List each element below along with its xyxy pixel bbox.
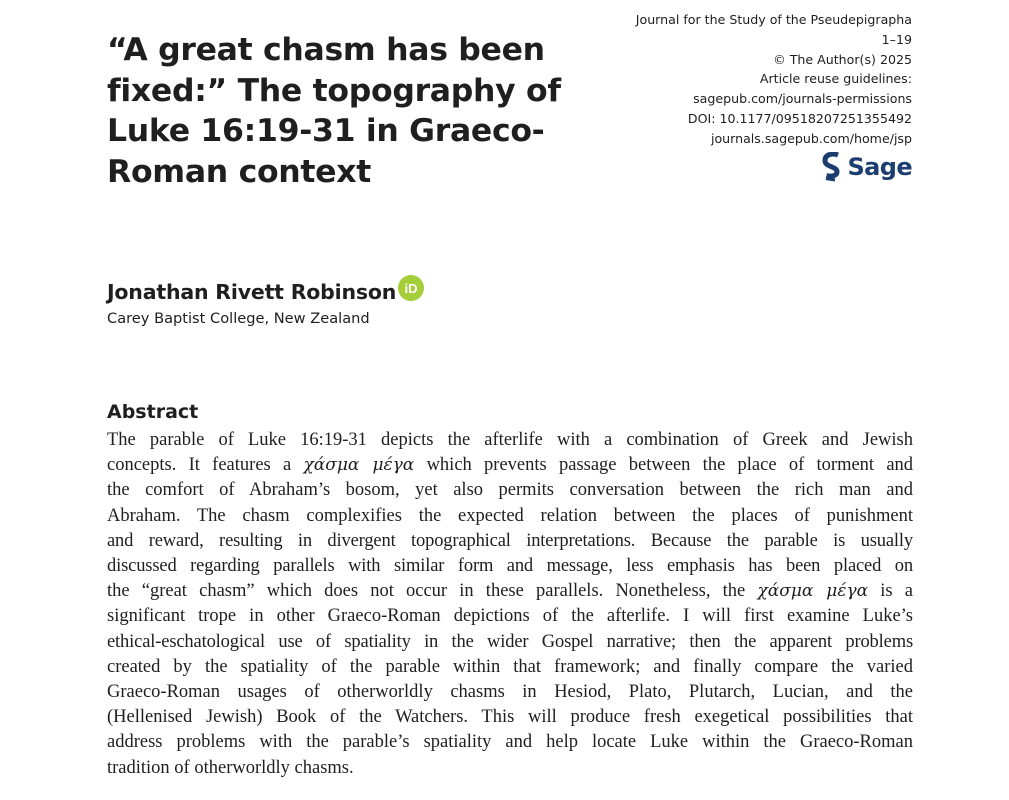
abstract-heading: Abstract: [107, 401, 199, 423]
abstract-line: ethical-eschatological use of spatiality in the wider Gospel narrative; then the apparent problems: [107, 631, 913, 652]
page-range: 1–19: [881, 31, 912, 47]
abstract-line: The parable of Luke 16:19-31 depicts the afterlife with a combination of Greek and Jewish: [107, 430, 913, 450]
publisher-name: Sage: [847, 153, 912, 181]
journal-homepage-link[interactable]: journals.sagepub.com/home/jsp: [710, 130, 912, 146]
abstract-line: and reward, resulting in divergent topographical interpretations. Because the parable is usually: [107, 530, 913, 551]
abstract-line-part: the “great chasm” which does not occur in these parallels. Nonetheless, the: [107, 581, 746, 602]
abstract-line: address problems with the parable’s spatiality and help locate Luke within the Graeco-Roman: [107, 732, 913, 753]
abstract-line-part: concepts. It features a: [107, 455, 292, 476]
abstract-line: the comfort of Abraham’s bosom, yet also permits conversation between the rich man and: [107, 480, 913, 501]
publisher-logo[interactable]: [822, 151, 912, 183]
article-title: “A great chasm has been fixed:” The topography of Luke 16:19-31 in Graeco-Roman context: [107, 32, 561, 191]
greek-term: χάσμα μέγα: [303, 455, 415, 476]
permissions-link[interactable]: sagepub.com/journals-permissions: [693, 91, 912, 107]
author-block: [107, 276, 424, 308]
doi-link[interactable]: DOI: 10.1177/09518207251355492: [687, 110, 912, 126]
sage-s-icon: [822, 152, 842, 182]
copyright-notice: © The Author(s) 2025: [773, 51, 912, 67]
abstract-line: Graeco-Roman usages of otherworldly chasms in Hesiod, Plato, Plutarch, Lucian, and the: [107, 682, 913, 703]
abstract-line: [107, 579, 913, 604]
journal-name: Journal for the Study of the Pseudepigrapha: [635, 12, 912, 27]
abstract-line: significant trope in other Graeco-Roman depictions of the afterlife. I will first examine Luke’s: [107, 606, 913, 627]
orcid-icon[interactable]: [398, 275, 424, 301]
journal-metadata: [582, 10, 912, 149]
orcid-label: iD: [404, 281, 418, 296]
abstract-line: (Hellenised Jewish) Book of the Watchers. This will produce fresh exegetical possibilities that: [107, 707, 913, 728]
abstract-line: [107, 453, 913, 478]
abstract-line: tradition of otherworldly chasms.: [107, 757, 354, 778]
abstract-text: [107, 428, 913, 781]
author-affiliation: Carey Baptist College, New Zealand: [107, 310, 370, 327]
abstract-line: discussed regarding parallels with similar form and message, less emphasis has been placed on: [107, 556, 913, 577]
reuse-guidelines-label: Article reuse guidelines:: [759, 71, 912, 87]
abstract-line-part: is a: [880, 581, 913, 602]
abstract-line: Abraham. The chasm complexifies the expected relation between the places of punishment: [107, 505, 913, 526]
abstract-line: created by the spatiality of the parable within that framework; and finally compare the varied: [107, 656, 913, 677]
abstract-line-part: which prevents passage between the place of torment and: [426, 455, 914, 476]
author-name: Jonathan Rivett Robinson: [107, 280, 397, 304]
greek-term: χάσμα μέγα: [757, 581, 869, 602]
